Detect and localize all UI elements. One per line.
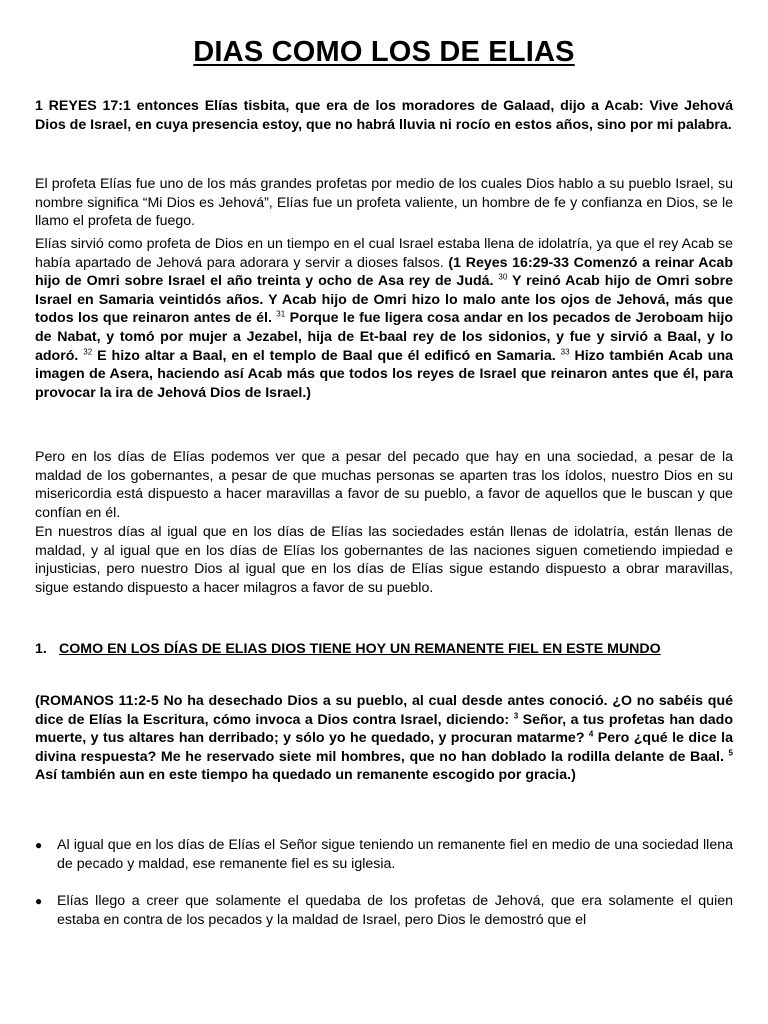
verse-number: 3	[513, 710, 519, 720]
bullet-text: Al igual que en los días de Elías el Señor sigue teniendo un remanente fiel en medio de una sociedad llena de pecado y maldad, ese remanente fiel es su iglesia.	[57, 837, 733, 872]
paragraph-acab-idolatria	[35, 235, 733, 402]
paragraph-text: Elías sirvió como profeta de Dios en un tiempo en el cual Israel estaba llena de idolatría, ya que el rey Acab se había apartado de Jehová para adorara y servir a dioses falsos.	[35, 236, 733, 271]
romanos-text: Pero ¿qué le dice la divina respuesta? Me he reservado siete mil hombres, que no han doblado la rodilla delante de Baal.	[35, 730, 733, 765]
reference-1-reyes: (1 Reyes 16:29-33 Comenzó a reinar Acab hijo de Omri sobre Israel el año treinta y ocho de Asa rey de Judá.	[35, 254, 733, 290]
verse-32: E hizo altar a Baal, en el templo de Baal que él edificó en Samaria.	[92, 347, 561, 364]
paragraph-elias-profeta: El profeta Elías fue uno de los más grandes profetas por medio de los cuales Dios hablo a su pueblo Israel, su nombre significa “Mi Dios es Jehová”, Elías fue un profeta valiente, un hombre de fe y confianza en Dios, se le llamo el profeta de fuego.	[35, 176, 733, 230]
paragraph-nuestros-dias: En nuestros días al igual que en los días de Elías las sociedades están llenas de idolatría, están llenas de maldad, y al igual que en los días de Elías los gobernantes de las naciones siguen cometiendo impiedad e injusticias, pero nuestro Dios al igual que en los días de Elías sigue estando dispuesto a obrar maravillas, sigue estando dispuesto a hacer milagros a favor de su pueblo.	[35, 524, 733, 596]
verse-number: 33	[560, 346, 570, 356]
verse-number: 4	[588, 729, 594, 739]
bullet-icon: ●	[35, 838, 43, 852]
section-heading-remanente: COMO EN LOS DÍAS DE ELIAS DIOS TIENE HOY UN REMANENTE FIEL EN ESTE MUNDO	[59, 641, 661, 657]
verse-number: 30	[498, 272, 508, 282]
verse-number: 31	[276, 309, 286, 319]
romanos-text: Así también aun en este tiempo ha quedado un remanente escogido por gracia.)	[35, 767, 576, 784]
section-number: 1.	[35, 641, 47, 657]
intro-verse: 1 REYES 17:1 entonces Elías tisbita, que era de los moradores de Galaad, dijo a Acab: Vive Jehová Dios de Israel, en cuya presencia estoy, que no habrá lluvia ni rocío en estos años, sino por mi palabra.	[35, 98, 733, 133]
bullet-icon: ●	[35, 894, 43, 908]
romanos-text: (ROMANOS 11:2-5 No ha desechado Dios a su pueblo, al cual desde antes conoció. ¿O no sabéis qué dice de Elías la Escritura, cómo invoca a Dios contra Israel, diciendo:	[35, 693, 733, 728]
verse-31: Porque le fue ligera cosa andar en los pecados de Jeroboam hijo de Nabat, y tomó por mujer a Jezabel, hija de Et-baal rey de los sidonios, y fue y sirvió a Baal, y lo adoró.	[35, 310, 733, 364]
verse-number: 5	[728, 748, 733, 758]
reference-romanos	[35, 692, 733, 785]
verse-number: 32	[83, 346, 93, 356]
verse-33: Hizo también Acab una imagen de Asera, haciendo así Acab más que todos los reyes de Israel que reinaron antes que él, para provocar la ira de Jehová Dios de Israel.)	[35, 347, 734, 401]
romanos-text: Señor, a tus profetas han dado muerte, y tus altares han derribado; y sólo yo he quedado, y procuran matarme?	[35, 711, 733, 747]
verse-30: Y reinó Acab hijo de Omri sobre Israel en Samaria veintidós años. Y Acab hijo de Omri hizo lo malo ante los ojos de Jehová, más que todos los que reinaron antes de él.	[35, 273, 733, 327]
bullet-text: Elías llego a creer que solamente el quedaba de los profetas de Jehová, que era solamente el quien estaba en contra de los pecados y la maldad de Israel, pero Dios le demostró que el	[57, 893, 733, 928]
bullet-item	[35, 892, 733, 932]
paragraph-misericordia: Pero en los días de Elías podemos ver que a pesar del pecado que hay en una sociedad, a pesar de la maldad de los gobernantes, a pesar de que muchas personas se aparten tras los ídolos, nuestro Dios en su misericordia está dispuesto a hacer maravillas a favor de su pueblo, a favor de aquellos que le buscan y que confían en él.	[35, 449, 733, 521]
document-title: DIAS COMO LOS DE ELIAS	[193, 36, 575, 68]
bullet-item	[35, 836, 733, 876]
